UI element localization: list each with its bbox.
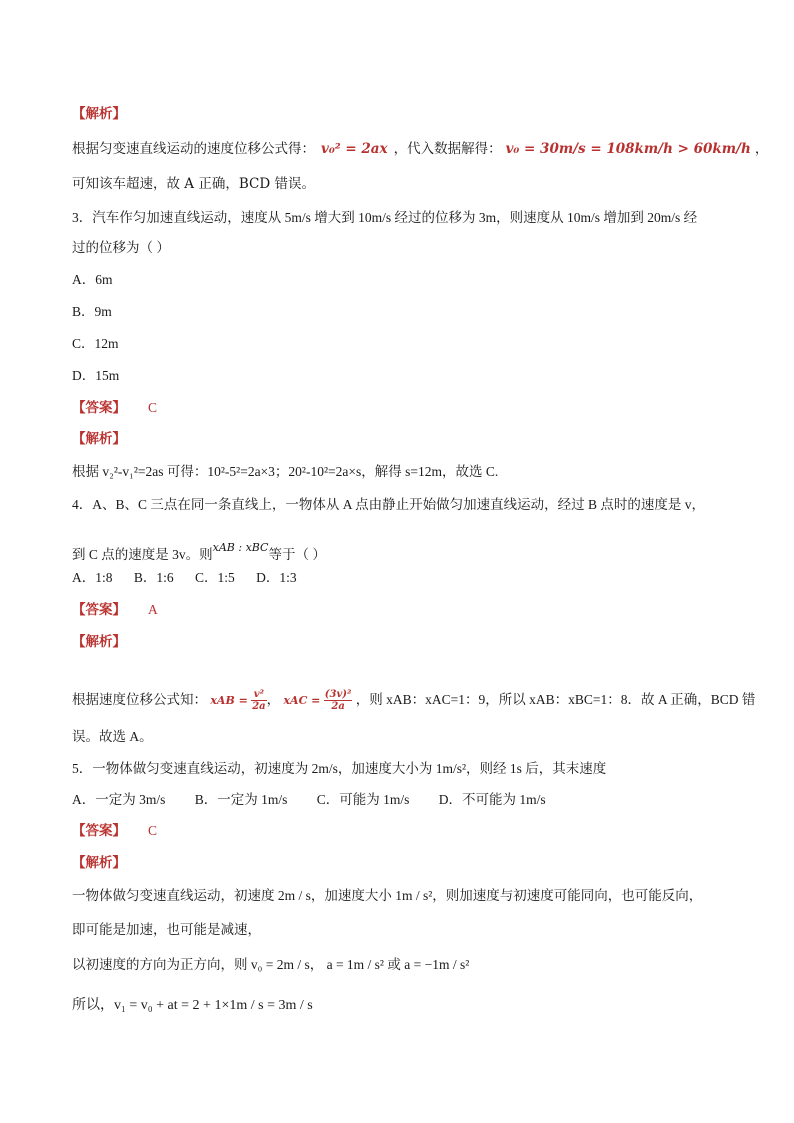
q5-options (72, 790, 546, 810)
answer-label: 【答案】 (72, 602, 126, 618)
q4-analysis-line2: 误。故选 A。 (72, 729, 153, 744)
q2-analysis-line1 (72, 139, 768, 159)
q4-stem-line1: 4．A、B、C 三点在同一条直线上，一物体从 A 点由静止开始做匀加速直线运动，经过 B 点时的速度是 v， (72, 497, 706, 512)
q4-xac-denominator: 2a (331, 701, 345, 713)
q4-answer-row (72, 600, 158, 620)
q4-stem-text-b: 等于（ ） (268, 547, 326, 562)
q2-formula-1: v₀² = 2ax (321, 141, 388, 157)
q5-option-b: B．一定为 1m/s (194, 792, 288, 807)
q4-analysis-text-b: ，则 xAB：xAC=1：9，所以 xAB：xBC=1：8．故 A 正确，BCD 错 (355, 692, 756, 707)
answer-label: 【答案】 (72, 400, 126, 416)
analysis-label: 【解析】 (72, 106, 126, 122)
q4-xab-fraction (251, 689, 266, 712)
q4-analysis-text-a: 根据速度位移公式知： (72, 692, 207, 707)
q4-option-b: B．1:6 (133, 570, 174, 585)
q3-option-c: C．12m (72, 336, 119, 351)
q4-xac-fraction (324, 689, 353, 712)
q4-answer: A (148, 602, 158, 617)
q3-answer-row (72, 398, 157, 418)
analysis-label: 【解析】 (72, 431, 126, 447)
q4-option-c: C．1:5 (195, 570, 235, 585)
q4-ratio: xAB : xBC (212, 541, 269, 554)
q5-stem: 5．一物体做匀变速直线运动，初速度为 2m/s，加速度大小为 1m/s²，则经 1s 后，其末速度 (72, 761, 607, 776)
q5-analysis-line1: 一物体做匀变速直线运动，初速度 2m / s，加速度大小 1m / s²，则加速度与初速度可能同向，也可能反向， (72, 888, 703, 903)
analysis-label: 【解析】 (72, 634, 126, 650)
q5-answer-row (72, 821, 157, 841)
q3-analysis: 根据 v₂²-v₁²=2as 可得：10²-5²=2a×3；20²-10²=2a×s，解得 s=12m，故选 C. (72, 464, 499, 479)
q3-option-a: A．6m (72, 272, 113, 287)
q2-analysis-line2: 可知该车超速，故 A 正确，BCD 错误。 (72, 176, 315, 192)
q5-analysis-line2: 即可能是加速，也可能是减速， (72, 922, 261, 937)
answer-label: 【答案】 (72, 823, 126, 839)
q5-analysis-line4: 所以，v₁ = v₀ + at = 2 + 1×1m / s = 3m / s (72, 998, 313, 1013)
q3-stem-line1: 3．汽车作匀加速直线运动，速度从 5m/s 增大到 10m/s 经过的位移为 3m，则速度从 10m/s 增加到 20m/s 经 (72, 210, 698, 225)
q3-stem-line2: 过的位移为（ ） (72, 240, 170, 255)
q4-options (72, 568, 297, 588)
analysis-label: 【解析】 (72, 855, 126, 871)
q5-option-d: D．不可能为 1m/s (438, 792, 546, 807)
q3-answer: C (148, 400, 158, 415)
q4-stem-text-a: 到 C 点的速度是 3v。则 (72, 547, 213, 562)
q5-option-a: A．一定为 3m/s (72, 792, 166, 807)
q3-option-d: D．15m (72, 368, 120, 383)
q5-answer: C (148, 823, 158, 838)
q4-option-d: D．1:3 (256, 570, 297, 585)
q2-analysis-text-a: 根据匀变速直线运动的速度位移公式得： (72, 141, 315, 157)
q4-xac-label: xAC = (283, 694, 321, 707)
q2-analysis-text-c: ， (754, 141, 769, 157)
q4-analysis-line1: 根据速度位移公式知： xAB = $\frac{\text{v²}}{2a}$ ， xAC = $\frac{\text{(3v)²}}{2a}$ ，则 xAB：xAC=1：9，所以 xAB：xBC=1：8．故 A 正确，BCD 错 (72, 689, 756, 713)
q4-stem-line2 (72, 538, 326, 565)
q4-xac-numerator: (3v)² (324, 689, 352, 701)
q4-xab-numerator: v² (251, 689, 266, 701)
q4-xab-denominator: 2a (252, 701, 266, 713)
q2-formula-2: v₀ = 30m/s = 108km/h > 60km/h (505, 141, 751, 157)
q3-option-b: B．9m (72, 304, 112, 319)
q2-analysis-text-b: ，代入数据解得： (393, 141, 502, 157)
q5-option-c: C．可能为 1m/s (316, 792, 410, 807)
q4-option-a: A．1:8 (72, 570, 113, 585)
q5-analysis-line3: 以初速度的方向为正方向，则 v₀ = 2m / s， a = 1m / s² 或 a = −1m / s² (72, 957, 470, 972)
q4-xab-label: xAB = (210, 694, 248, 707)
